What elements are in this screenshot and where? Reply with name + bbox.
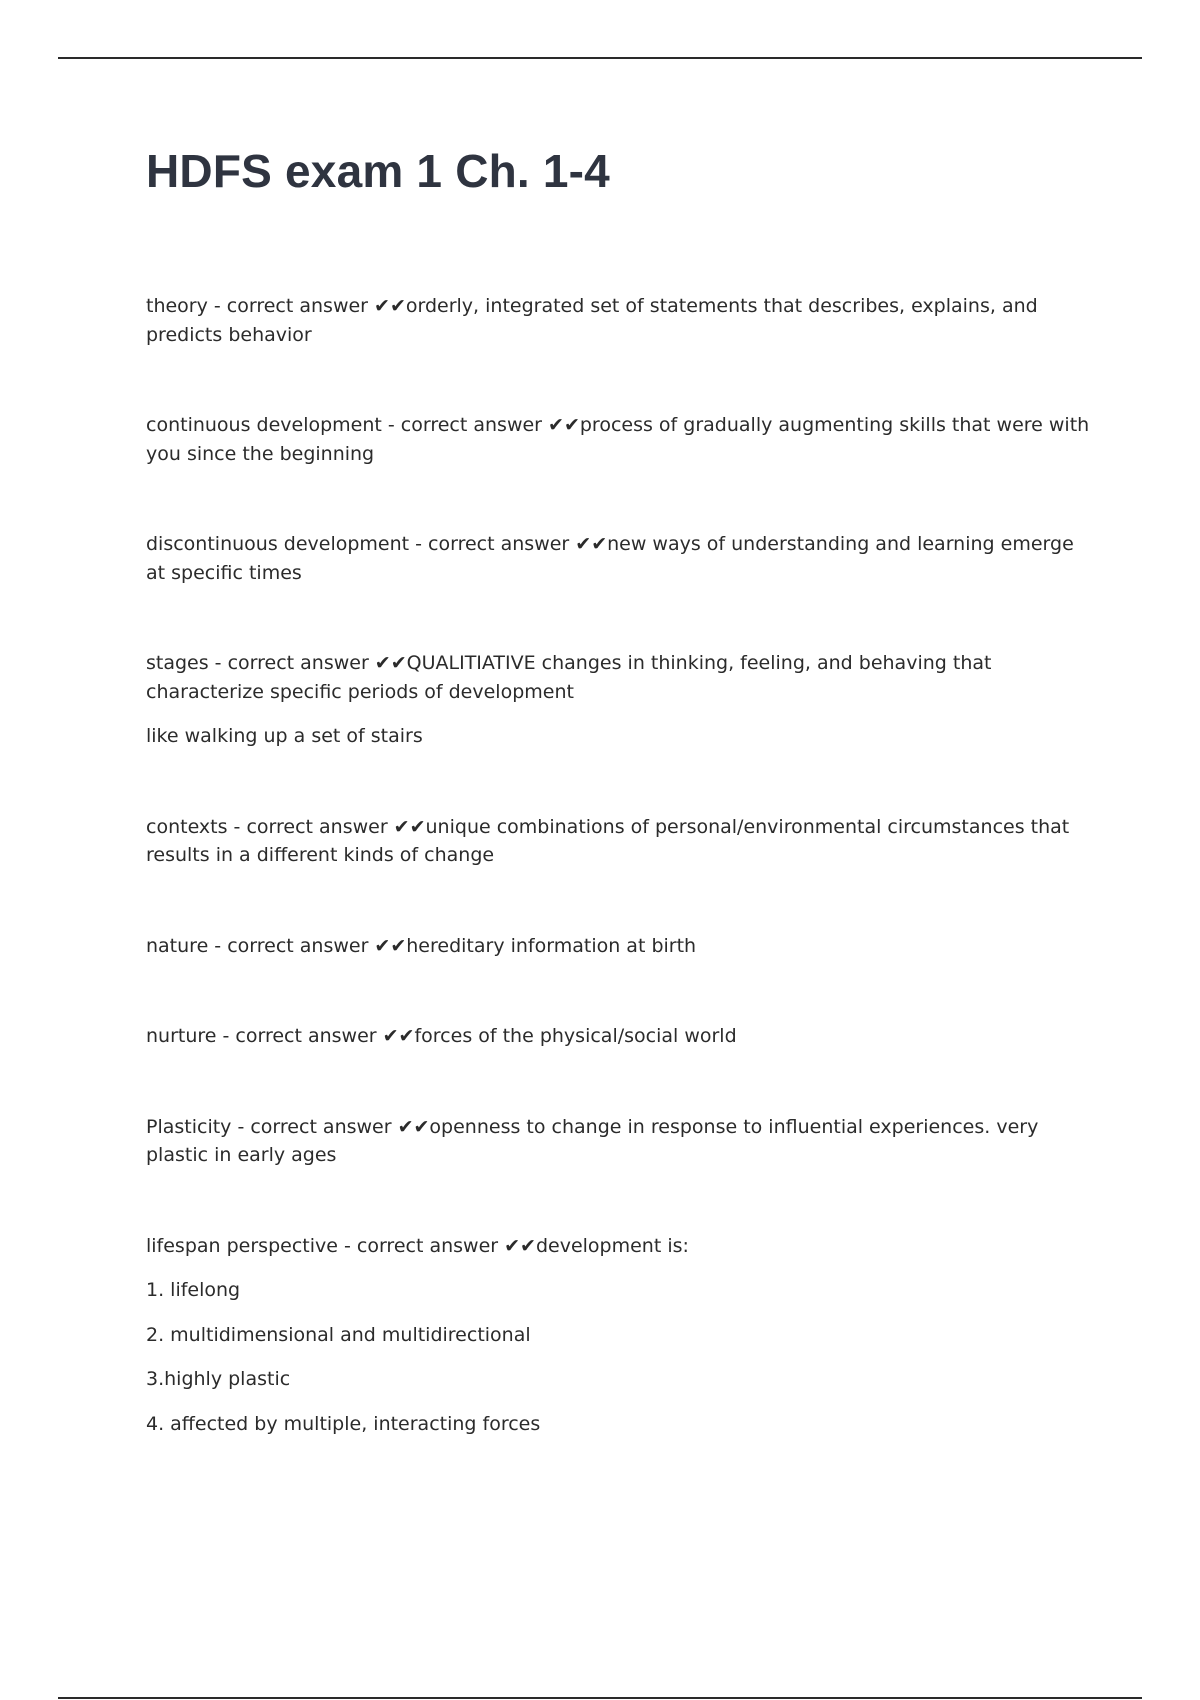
top-rule (58, 57, 1142, 59)
document-title: HDFS exam 1 Ch. 1-4 (146, 145, 610, 197)
flashcard-entry (146, 1113, 1092, 1170)
flashcard-entry (146, 1022, 1092, 1051)
list-item: 4. affected by multiple, interacting forces (146, 1412, 541, 1435)
flashcard-entry (146, 292, 1092, 349)
flashcard-entry (146, 411, 1092, 468)
entry-text: theory - correct answer ✔✔orderly, integrated set of statements that describes, explains, and predicts behavior (146, 295, 1038, 346)
entry-text: discontinuous development - correct answer ✔✔new ways of understanding and learning emerge at specific times (146, 533, 1074, 584)
flashcard-entry (146, 1232, 1092, 1439)
flashcard-entry (146, 813, 1092, 870)
flashcard-entry (146, 530, 1092, 587)
entry-text: nature - correct answer ✔✔hereditary information at birth (146, 934, 697, 957)
entry-text: Plasticity - correct answer ✔✔openness to change in response to influential experiences. very plastic in early ages (146, 1115, 1039, 1166)
bottom-rule (58, 1697, 1142, 1699)
flashcard-entry (146, 932, 1092, 961)
entry-text: stages - correct answer ✔✔QUALITIATIVE changes in thinking, feeling, and behaving that characterize specific periods of development (146, 652, 992, 703)
entry-text: continuous development - correct answer ✔✔process of gradually augmenting skills that were with you since the beginning (146, 414, 1090, 465)
list-item: 3.highly plastic (146, 1368, 291, 1390)
list-item: 2. multidimensional and multidirectional (146, 1323, 531, 1346)
flashcard-entry (146, 649, 1092, 751)
flashcard-list (146, 292, 1092, 1438)
entry-text: contexts - correct answer ✔✔unique combinations of personal/environmental circumstances that results in a different kinds of change (146, 815, 1070, 866)
entry-text: nurture - correct answer ✔✔forces of the physical/social world (146, 1025, 737, 1047)
entry-text: lifespan perspective - correct answer ✔✔development is: (146, 1234, 689, 1257)
list-item: 1. lifelong (146, 1279, 241, 1301)
entry-note: like walking up a set of stairs (146, 725, 423, 747)
